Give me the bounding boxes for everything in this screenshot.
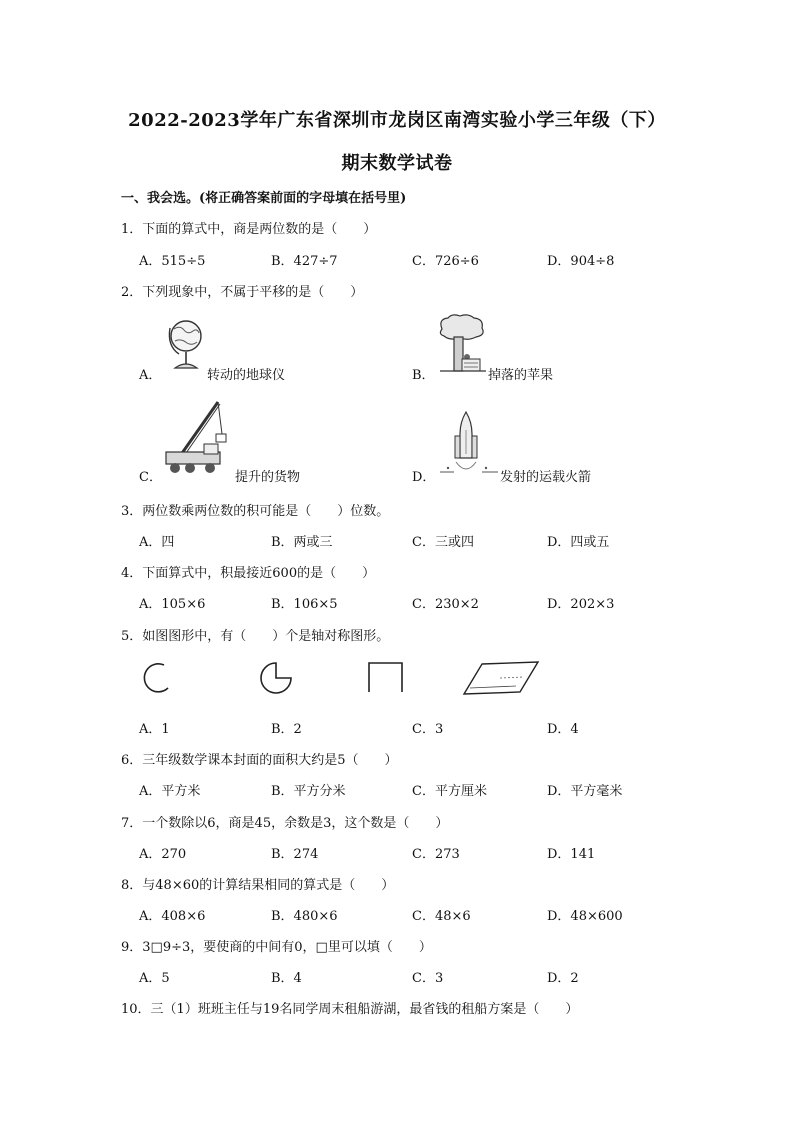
- question-2-caption-c: 提升的货物: [235, 470, 301, 485]
- question-2-caption-a: 转动的地球仪: [207, 368, 286, 383]
- question-7-option-d[interactable]: D．141: [547, 847, 596, 862]
- question-3-option-a[interactable]: A．四: [139, 535, 175, 550]
- question-4-option-b[interactable]: B．106×5: [271, 597, 338, 612]
- question-8-option-b[interactable]: B．480×6: [271, 909, 338, 924]
- question-6-option-a[interactable]: A．平方米: [139, 784, 201, 799]
- question-5-option-d[interactable]: D．4: [547, 722, 579, 737]
- exam-title-line2: 期末数学试卷: [341, 153, 453, 174]
- question-2-option-b[interactable]: B．: [412, 368, 435, 383]
- question-4-stem: 4．下面算式中，积最接近600的是（ ）: [121, 566, 376, 581]
- question-5-option-b[interactable]: B．2: [271, 722, 302, 737]
- question-9-option-d[interactable]: D．2: [547, 971, 579, 986]
- question-8-option-d[interactable]: D．48×600: [547, 909, 623, 924]
- question-1-stem: 1．下面的算式中，商是两位数的是（ ）: [121, 222, 377, 237]
- question-6-stem: 6．三年级数学课本封面的面积大约是5（ ）: [121, 753, 398, 768]
- rocket-icon: [438, 410, 500, 480]
- question-7-stem: 7．一个数除以6，商是45，余数是3，这个数是（ ）: [121, 816, 449, 831]
- question-3-option-c[interactable]: C．三或四: [412, 535, 474, 550]
- question-5-stem: 5．如图图形中，有（ ）个是轴对称图形。: [121, 629, 390, 644]
- question-3-option-d[interactable]: D．四或五: [547, 535, 610, 550]
- question-8-option-c[interactable]: C．48×6: [412, 909, 471, 924]
- question-9-option-b[interactable]: B．4: [271, 971, 302, 986]
- section-heading: 一、我会选。(将正确答案前面的字母填在括号里): [121, 191, 407, 206]
- question-3-stem: 3．两位数乘两位数的积可能是（ ）位数。: [121, 504, 390, 519]
- open-square-icon: [364, 660, 408, 696]
- apple-tree-icon: [436, 313, 488, 377]
- question-9-option-a[interactable]: A．5: [139, 971, 170, 986]
- question-2-caption-b: 掉落的苹果: [488, 368, 554, 383]
- question-4-option-a[interactable]: A．105×6: [139, 597, 206, 612]
- question-4-option-d[interactable]: D．202×3: [547, 597, 615, 612]
- question-6-option-b[interactable]: B．平方分米: [271, 784, 346, 799]
- arc-shape-icon: [136, 660, 176, 696]
- question-7-option-b[interactable]: B．274: [271, 847, 319, 862]
- question-2-stem: 2．下列现象中，不属于平移的是（ ）: [121, 285, 364, 300]
- question-2-option-d[interactable]: D．: [412, 470, 436, 485]
- question-2-caption-d: 发射的运载火箭: [500, 470, 592, 485]
- question-9-stem: 9．3□9÷3，要使商的中间有0，□里可以填（ ）: [121, 940, 432, 955]
- question-2-option-c[interactable]: C．: [139, 470, 162, 485]
- sector-shape-icon: [252, 660, 296, 696]
- question-6-option-c[interactable]: C．平方厘米: [412, 784, 487, 799]
- question-10-stem: 10．三（1）班班主任与19名同学周末租船游湖，最省钱的租船方案是（ ）: [121, 1002, 579, 1017]
- globe-icon: [165, 316, 207, 374]
- question-1-option-b[interactable]: B．427÷7: [271, 254, 338, 269]
- question-9-option-c[interactable]: C．3: [412, 971, 444, 986]
- question-5-option-a[interactable]: A．1: [139, 722, 170, 737]
- question-8-option-a[interactable]: A．408×6: [139, 909, 206, 924]
- question-3-option-b[interactable]: B．两或三: [271, 535, 333, 550]
- crane-icon: [160, 398, 232, 478]
- question-1-option-a[interactable]: A．515÷5: [139, 254, 206, 269]
- question-2-option-a[interactable]: A．: [139, 368, 162, 383]
- question-8-stem: 8．与48×60的计算结果相同的算式是（ ）: [121, 878, 395, 893]
- question-7-option-a[interactable]: A．270: [139, 847, 187, 862]
- question-1-option-c[interactable]: C．726÷6: [412, 254, 479, 269]
- question-5-option-c[interactable]: C．3: [412, 722, 444, 737]
- question-4-option-c[interactable]: C．230×2: [412, 597, 479, 612]
- question-7-option-c[interactable]: C．273: [412, 847, 460, 862]
- parallelogram-icon: [460, 660, 544, 700]
- question-1-option-d[interactable]: D．904÷8: [547, 254, 615, 269]
- question-6-option-d[interactable]: D．平方毫米: [547, 784, 623, 799]
- exam-title-line1: 2022-2023学年广东省深圳市龙岗区南湾实验小学三年级（下）: [128, 110, 666, 131]
